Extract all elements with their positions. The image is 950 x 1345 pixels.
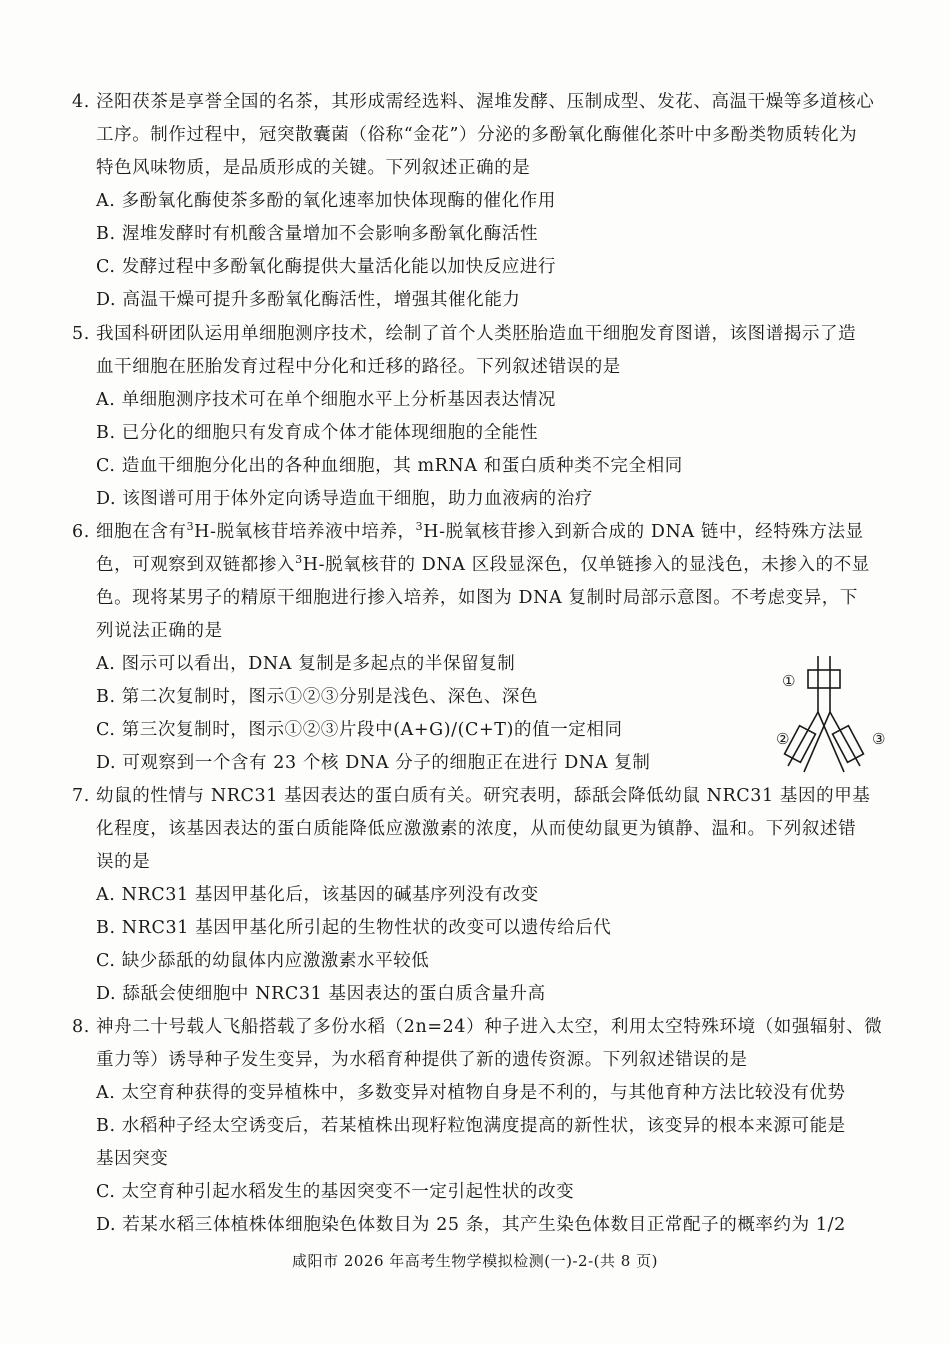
- q8-option-a: A. 太空育种获得的变异植株中，多数变异对植物自身是不利的，与其他育种方法比较没有优势: [96, 1083, 846, 1103]
- q6-sup-2: 3: [415, 520, 424, 534]
- diagram-label-1: ①: [782, 672, 796, 690]
- q7-stem-line-1: 7. 幼鼠的性情与 NRC31 基因表达的蛋白质有关。研究表明，舔舐会降低幼鼠 NRC31 基因的甲基: [72, 786, 871, 806]
- q5-option-b: B. 已分化的细胞只有发育成个体才能体现细胞的全能性: [96, 423, 539, 443]
- q6-stem-line-4: 列说法正确的是: [96, 621, 223, 641]
- q7-option-d: D. 舔舐会使细胞中 NRC31 基因表达的蛋白质含量升高: [96, 984, 546, 1004]
- q4-option-a: A. 多酚氧化酶使茶多酚的氧化速率加快体现酶的催化作用: [96, 191, 556, 211]
- q7-option-b: B. NRC31 基因甲基化所引起的生物性状的改变可以遗传给后代: [96, 918, 612, 938]
- q6-line1-part-c: H-脱氧核苷掺入到新合成的 DNA 链中，经特殊方法显: [423, 522, 864, 542]
- q8-stem-line-2: 重力等）诱导种子发生变异，为水稻育种提供了新的遗传资源。下列叙述错误的是: [96, 1050, 748, 1070]
- q7-stem-line-2: 化程度，该基因表达的蛋白质能降低应激激素的浓度，从而使幼鼠更为镇静、温和。下列叙述错: [96, 819, 857, 839]
- q4-option-c: C. 发酵过程中多酚氧化酶提供大量活化能以加快反应进行: [96, 257, 557, 277]
- q4-stem-line-3: 特色风味物质，是品质形成的关键。下列叙述正确的是: [96, 158, 531, 178]
- q6-option-b: B. 第二次复制时，图示①②③分别是浅色、深色、深色: [96, 687, 539, 707]
- diagram-label-2: ②: [776, 730, 790, 748]
- q4-option-d: D. 高温干燥可提升多酚氧化酶活性，增强其催化能力: [96, 290, 521, 310]
- q5-option-a: A. 单细胞测序技术可在单个细胞水平上分析基因表达情况: [96, 390, 556, 410]
- q6-line2-part-a: 色，可观察到双链都掺入: [96, 555, 296, 575]
- q8-option-b-continued: 基因突变: [96, 1149, 169, 1169]
- q6-option-a: A. 图示可以看出，DNA 复制是多起点的半保留复制: [96, 654, 516, 674]
- q4-option-b: B. 渥堆发酵时有机酸含量增加不会影响多酚氧化酶活性: [96, 224, 539, 244]
- diagram-label-3: ③: [872, 730, 886, 748]
- q8-option-b: B. 水稻种子经太空诱变后，若某植株出现籽粒饱满度提高的新性状，该变异的根本来源可能是: [96, 1116, 846, 1136]
- q4-stem-line-1: 4. 泾阳茯茶是享誉全国的名茶，其形成需经选料、渥堆发酵、压制成型、发花、高温干燥等多道核心: [72, 92, 875, 112]
- q5-option-d: D. 该图谱可用于体外定向诱导造血干细胞，助力血液病的治疗: [96, 489, 593, 509]
- q6-line1-part-a: 6. 细胞在含有: [72, 522, 187, 542]
- q5-option-c: C. 造血干细胞分化出的各种血细胞，其 mRNA 和蛋白质种类不完全相同: [96, 456, 683, 476]
- q6-line2-part-b: H-脱氧核苷的 DNA 区段显深色，仅单链掺入的显浅色，未掺入的不显: [302, 555, 870, 575]
- q7-stem-line-3: 误的是: [96, 852, 151, 872]
- q6-stem-line-2: [96, 549, 896, 582]
- q5-stem-line-2: 血干细胞在胚胎发育过程中分化和迁移的路径。下列叙述错误的是: [96, 357, 621, 377]
- page-footer: 咸阳市 2026 年高考生物学模拟检测(一)-2-(共 8 页): [292, 1252, 658, 1270]
- q6-stem-line-3: 色。现将某男子的精原干细胞进行掺入培养，如图为 DNA 复制时局部示意图。不考虑变异，下: [96, 588, 859, 608]
- q6-sup-3: 3: [295, 553, 303, 567]
- q6-option-c: C. 第三次复制时，图示①②③片段中(A+G)/(C+T)的值一定相同: [96, 720, 623, 740]
- q8-option-c: C. 太空育种引起水稻发生的基因突变不一定引起性状的改变: [96, 1182, 575, 1202]
- dna-replication-diagram: [776, 654, 892, 776]
- right-branch-inner: [818, 712, 844, 772]
- q4-stem-line-2: 工序。制作过程中，冠突散囊菌（俗称“金花”）分泌的多酚氧化酶催化茶叶中多酚类物质转化为: [96, 125, 858, 145]
- q6-option-d: D. 可观察到一个含有 23 个核 DNA 分子的细胞正在进行 DNA 复制: [96, 753, 651, 773]
- segment-box-1: [808, 670, 840, 688]
- q7-option-c: C. 缺少舔舐的幼鼠体内应激激素水平较低: [96, 951, 430, 971]
- q6-line1-part-b: H-脱氧核苷培养液中培养，: [194, 522, 416, 542]
- q6-stem-line-1: [72, 516, 872, 549]
- q8-stem-line-1: 8. 神舟二十号载人飞船搭载了多份水稻（2n=24）种子进入太空，利用太空特殊环境（如强辐射、微: [72, 1017, 883, 1037]
- q8-option-d: D. 若某水稻三体植株体细胞染色体数目为 25 条，其产生染色体数目正常配子的概率约为 1/2: [96, 1215, 846, 1235]
- q5-stem-line-1: 5. 我国科研团队运用单细胞测序技术，绘制了首个人类胚胎造血干细胞发育图谱，该图谱揭示了造: [72, 324, 857, 344]
- left-branch-inner: [804, 712, 830, 772]
- q6-sup-1: 3: [186, 520, 195, 534]
- q7-option-a: A. NRC31 基因甲基化后，该基因的碱基序列没有改变: [96, 885, 539, 905]
